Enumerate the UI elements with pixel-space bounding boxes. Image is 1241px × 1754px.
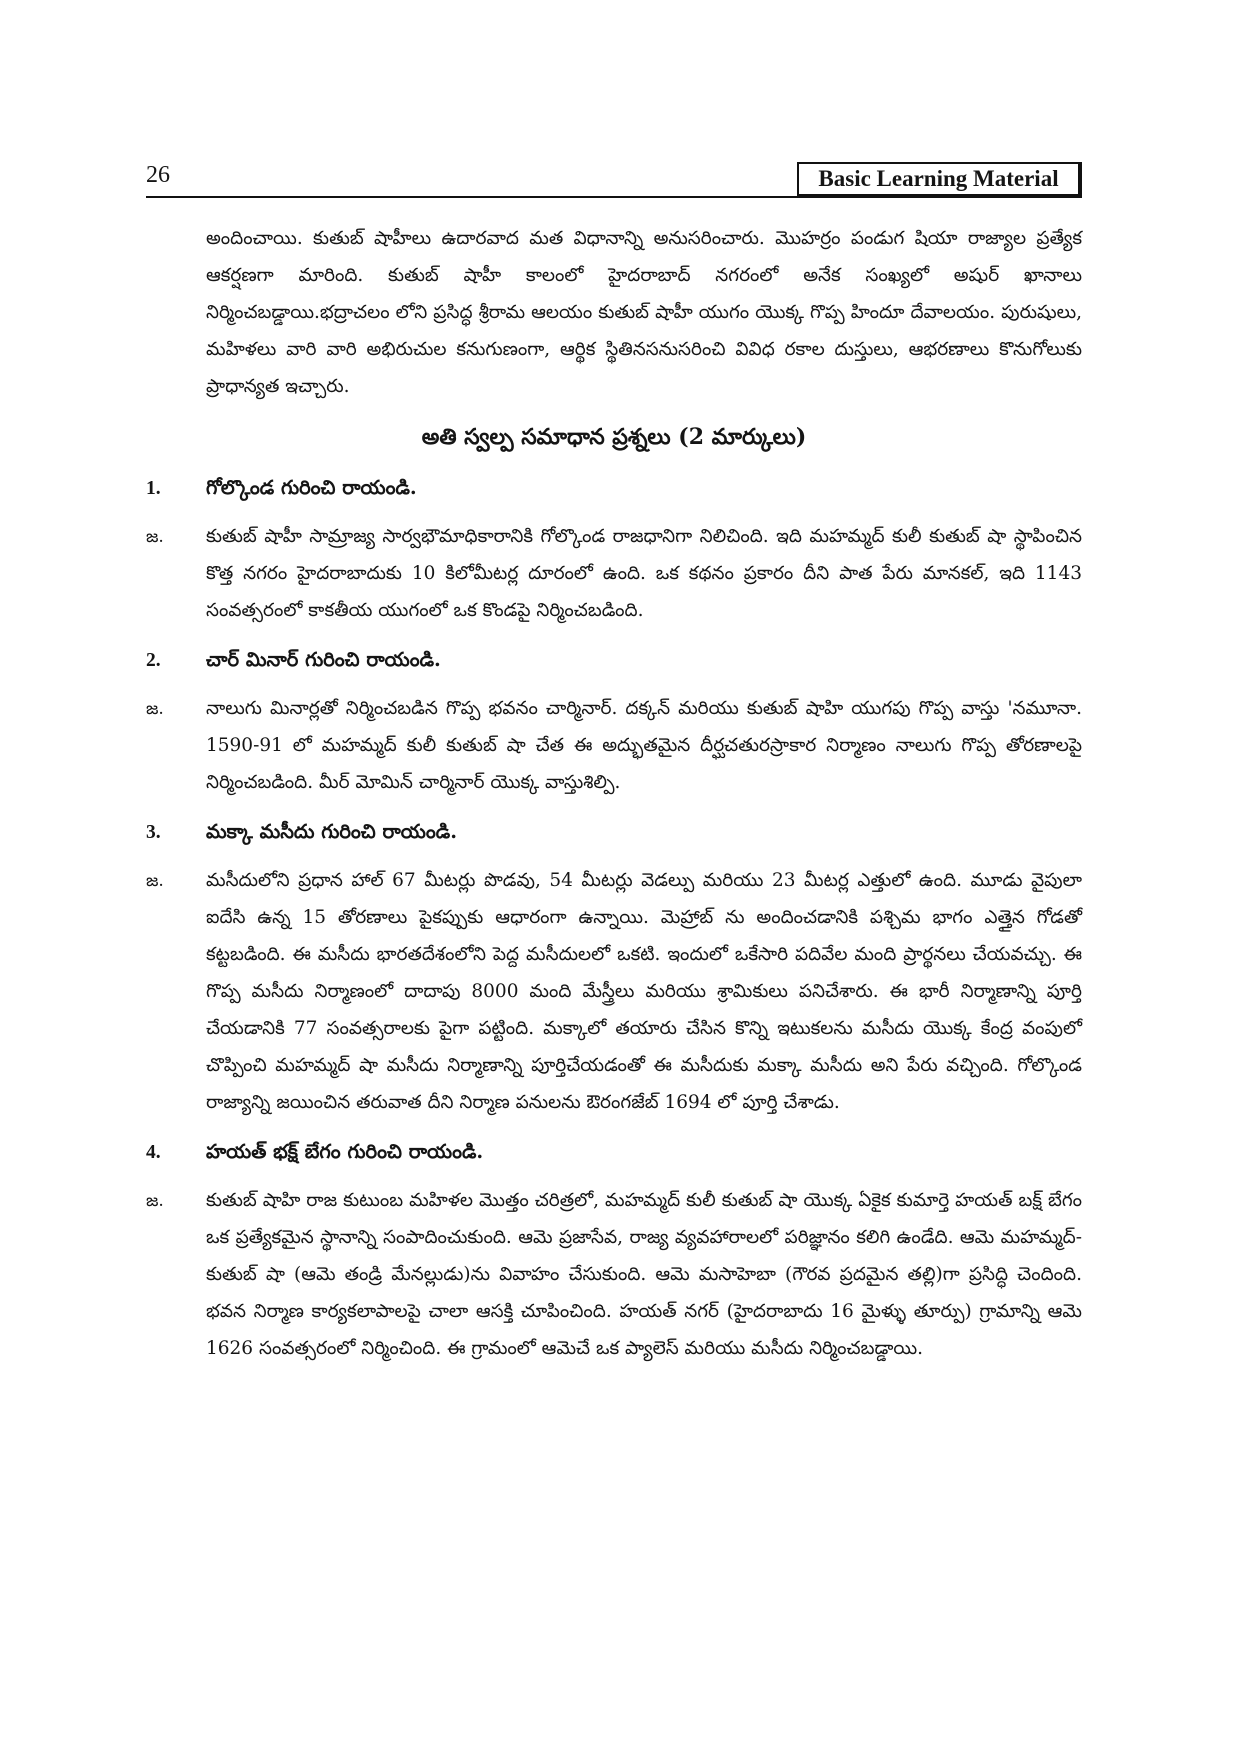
question-heading	[146, 643, 1082, 678]
book-title: Basic Learning Material	[818, 166, 1059, 191]
question-number: 4.	[146, 1142, 161, 1163]
question-number: 1.	[146, 478, 161, 499]
page-content	[146, 220, 1082, 1381]
page-number: 26	[146, 162, 170, 188]
answer-marker: జ.	[146, 527, 164, 547]
answer-marker: జ.	[146, 1191, 164, 1211]
answer-text: నాలుగు మినార్లతో నిర్మించబడిన గొప్ప భవనం చార్మినార్. దక్కన్ మరియు కుతుబ్ షాహి యుగపు గొప్ప వాస్తు 'నమూనా. 1590-91 లో మహమ్మద్ కులీ కుతుబ్ షా చేత ఈ అద్భుతమైన దీర్ఘచతురస్రాకార నిర్మాణం నాలుగు గొప్ప తోరణాలపై నిర్మించబడింది. మీర్ మోమిన్ చార్మినార్ యొక్క వాస్తుశిల్పి.	[206, 698, 1082, 793]
answer-text: కుతుబ్ షాహీ సామ్రాజ్య సార్వభౌమాధికారానికి గోల్కొండ రాజధానిగా నిలిచింది. ఇది మహమ్మద్ కులీ కుతుబ్ షా స్థాపించిన కొత్త నగరం హైదరాబాదుకు 10 కిలోమీటర్ల దూరంలో ఉంది. ఒక కథనం ప్రకారం దీని పాత పేరు మానకల్, ఇది 1143 సంవత్సరంలో కాకతీయ యుగంలో ఒక కొండపై నిర్మించబడింది.	[206, 526, 1082, 621]
question-block-4	[146, 1135, 1082, 1367]
question-heading	[146, 471, 1082, 506]
intro-paragraph: అందించాయి. కుతుబ్ షాహీలు ఉదారవాద మత విధానాన్ని అనుసరించారు. మొహర్రం పండుగ షియా రాజ్యాల ప్రత్యేక ఆకర్షణగా మారింది. కుతుబ్ షాహీ కాలంలో హైదరాబాద్ నగరంలో అనేక సంఖ్యలో అషుర్ ఖానాలు నిర్మించబడ్డాయి.భద్రాచలం లోని ప్రసిద్ధ శ్రీరామ ఆలయం కుతుబ్ షాహీ యుగం యొక్క గొప్ప హిందూ దేవాలయం. పురుషులు, మహిళలు వారి వారి అభిరుచుల కనుగుణంగా, ఆర్థిక స్థితినసనుసరించి వివిధ రకాల దుస్తులు, ఆభరణాలు కొనుగోలుకు ప్రాధాన్యత ఇచ్చారు.	[206, 228, 1082, 397]
header-rule	[146, 196, 797, 198]
question-block-3	[146, 815, 1082, 1121]
book-title-box	[797, 162, 1082, 198]
question-block-1	[146, 471, 1082, 629]
answer	[146, 862, 1082, 1121]
answer	[146, 690, 1082, 801]
question-text: హయత్ భక్ష్ బేగం గురించి రాయండి.	[206, 1140, 484, 1163]
question-text: చార్ మినార్ గురించి రాయండి.	[206, 648, 441, 671]
answer	[146, 518, 1082, 629]
answer-marker: జ.	[146, 699, 164, 719]
section-title: అతి స్వల్ప సమాధాన ప్రశ్నలు (2 మార్కులు)	[421, 424, 807, 450]
question-number: 3.	[146, 822, 161, 843]
question-number: 2.	[146, 650, 161, 671]
answer-text: కుతుబ్ షాహి రాజ కుటుంబ మహిళల మొత్తం చరిత్రలో, మహమ్మద్ కులీ కుతుబ్ షా యొక్క ఏకైక కుమార్తె హయత్ బక్ష్ బేగం ఒక ప్రత్యేకమైన స్థానాన్ని సంపాదించుకుంది. ఆమె ప్రజాసేవ, రాజ్య వ్యవహారాలలో పరిజ్ఞానం కలిగి ఉండేది. ఆమె మహమ్మద్-కుతుబ్ షా (ఆమె తండ్రి మేనల్లుడు)ను వివాహం చేసుకుంది. ఆమె మసాహెబా (గౌరవ ప్రదమైన తల్లి)గా ప్రసిద్ధి చెందింది. భవన నిర్మాణ కార్యకలాపాలపై చాలా ఆసక్తి చూపించింది. హయత్ నగర్ (హైదరాబాదు 16 మైళ్ళు తూర్పు) గ్రామాన్ని ఆమె 1626 సంవత్సరంలో నిర్మించింది. ఈ గ్రామంలో ఆమెచే ఒక ప్యాలెస్ మరియు మసీదు నిర్మించబడ్డాయి.	[206, 1190, 1082, 1359]
question-heading	[146, 1135, 1082, 1170]
answer-text: మసీదులోని ప్రధాన హాల్ 67 మీటర్లు పొడవు, 54 మీటర్లు వెడల్పు మరియు 23 మీటర్ల ఎత్తులో ఉంది. మూడు వైపులా ఐదేసి ఉన్న 15 తోరణాలు పైకప్పుకు ఆధారంగా ఉన్నాయి. మెహ్రాబ్ ను అందించడానికి పశ్చిమ భాగం ఎత్తైన గోడతో కట్టబడింది. ఈ మసీదు భారతదేశంలోని పెద్ద మసీదులలో ఒకటి. ఇందులో ఒకేసారి పదివేల మంది ప్రార్థనలు చేయవచ్చు. ఈ గొప్ప మసీదు నిర్మాణంలో దాదాపు 8000 మంది మేస్త్రీలు మరియు శ్రామికులు పనిచేశారు. ఈ భారీ నిర్మాణాన్ని పూర్తి చేయడానికి 77 సంవత్సరాలకు పైగా పట్టింది. మక్కాలో తయారు చేసిన కొన్ని ఇటుకలను మసీదు యొక్క కేంద్ర వంపులో చొప్పించి మహమ్మద్ షా మసీదు నిర్మాణాన్ని పూర్తిచేయడంతో ఈ మసీదుకు మక్కా మసీదు అని పేరు వచ్చింది. గోల్కొండ రాజ్యాన్ని జయించిన తరువాత దీని నిర్మాణ పనులను ఔరంగజేబ్ 1694 లో పూర్తి చేశాడు.	[206, 870, 1082, 1113]
question-heading	[146, 815, 1082, 850]
answer	[146, 1182, 1082, 1367]
question-text: గోల్కొండ గురించి రాయండి.	[206, 476, 417, 499]
question-text: మక్కా మసీదు గురించి రాయండి.	[206, 820, 457, 843]
answer-marker: జ.	[146, 871, 164, 891]
question-block-2	[146, 643, 1082, 801]
